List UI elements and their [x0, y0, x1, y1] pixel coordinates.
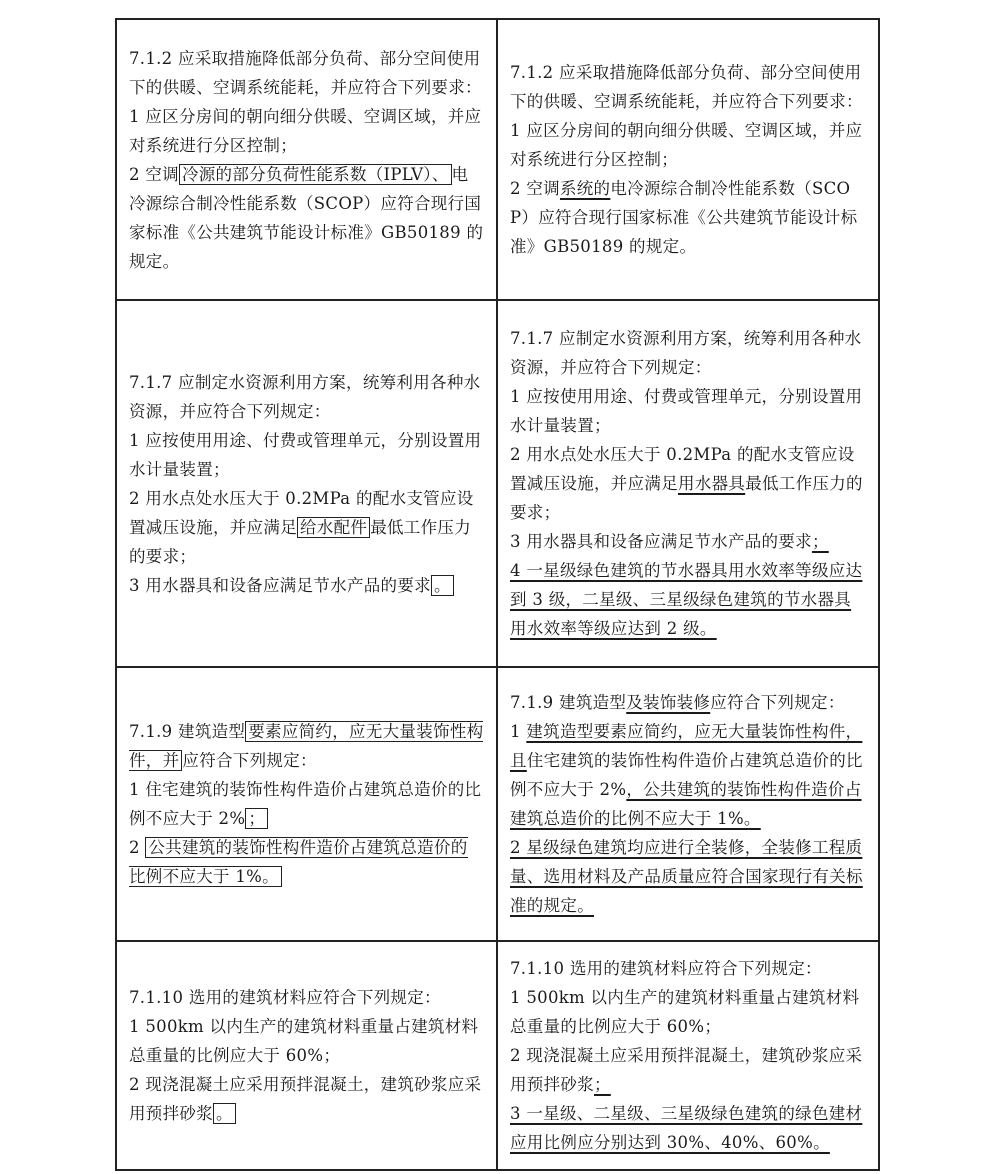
left-cell: [116, 19, 497, 300]
clause-paragraph: [129, 102, 484, 160]
clause-text: 应符合下列规定：: [182, 751, 317, 770]
clause-paragraph: [129, 160, 484, 276]
clause-paragraph: [510, 1041, 866, 1099]
deleted-text-box: 。: [213, 1103, 236, 1124]
table-row: [116, 19, 879, 300]
clause-paragraph: [510, 116, 866, 174]
clause-paragraph: [129, 1070, 484, 1128]
left-cell: [116, 300, 497, 667]
clause-text: 2 空调: [510, 179, 560, 198]
deleted-text-box: 要素应简约，应无大量装饰性构件，并: [129, 722, 484, 770]
deleted-text-box: 公共建筑的装饰性构件造价占建筑总造价的比例不应大于 1%。: [129, 838, 468, 886]
added-text-underline: 用水器具: [678, 474, 746, 493]
added-text-underline: 系统的: [559, 179, 611, 198]
clause-text: 2 空调: [129, 164, 179, 184]
left-cell: [116, 941, 497, 1170]
clause-paragraph: [510, 983, 866, 1041]
clause-paragraph: [129, 775, 484, 833]
clause-paragraph: [510, 717, 866, 833]
clause-text: 电冷源综合制冷性能系数（SCOP）应符合现行国家标准《公共建筑节能设计标准》GB50189 的规定。: [129, 164, 484, 271]
clause-paragraph: [510, 324, 866, 382]
clause-paragraph: [129, 833, 484, 891]
clause-paragraph: [129, 426, 484, 484]
clause-text: 电冷源综合制冷性能系数（SCOP）应符合现行国家标准《公共建筑节能设计标准》GB50189 的规定。: [510, 179, 858, 256]
clause-paragraph: [129, 983, 484, 1012]
clause-text: 2: [129, 838, 146, 857]
deleted-text-box: ；: [245, 808, 268, 829]
clause-text: 7.1.9 建筑造型: [129, 722, 246, 741]
left-cell: [116, 667, 497, 941]
clause-paragraph: [510, 440, 866, 527]
clause-text: 1 500km 以内生产的建筑材料重量占建筑材料总重量的比例应大于 60%；: [129, 1017, 479, 1065]
clause-paragraph: [129, 484, 484, 571]
clause-text: 2 用水点处水压大于 0.2MPa 的配水支管应设置减压设施，并应满足: [129, 488, 474, 537]
clause-text: 最低工作压力的要求；: [510, 474, 863, 522]
clause-paragraph: [510, 556, 866, 643]
clause-paragraph: [129, 368, 484, 426]
clause-text: 1 应按使用用途、付费或管理单元，分别设置用水计量装置；: [129, 430, 482, 479]
right-cell: [497, 667, 879, 941]
clause-text: 最低工作压力的要求；: [129, 517, 472, 566]
comparison-table: [115, 18, 880, 1171]
clause-paragraph: [510, 1099, 866, 1157]
right-cell: [497, 300, 879, 667]
deleted-text-box: 。: [431, 575, 454, 596]
clause-text: 1 500km 以内生产的建筑材料重量占建筑材料总重量的比例应大于 60%；: [510, 988, 860, 1036]
added-text-underline: 3 一星级、二星级、三星级绿色建筑的绿色建材应用比例应分别达到 30%、40%、60%。: [510, 1104, 863, 1152]
clause-text: 7.1.2 应采取措施降低部分负荷、部分空间使用下的供暖、空调系统能耗，并应符合下列要求：: [510, 63, 863, 111]
clause-text: 3 用水器具和设备应满足节水产品的要求: [510, 532, 812, 551]
clause-text: 7.1.7 应制定水资源利用方案，统筹利用各种水资源，并应符合下列规定：: [129, 372, 481, 421]
clause-text: 7.1.10 选用的建筑材料应符合下列规定：: [510, 959, 822, 978]
added-text-underline: ；: [811, 532, 829, 551]
clause-text: 1 应区分房间的朝向细分供暖、空调区域，并应对系统进行分区控制；: [129, 106, 482, 155]
clause-paragraph: [129, 717, 484, 775]
added-text-underline: 4 一星级绿色建筑的节水器具用水效率等级应达到 3 级，二星级、三星级绿色建筑的节水器具用水效率等级应达到 2 级。: [510, 561, 863, 638]
clause-paragraph: [510, 833, 866, 920]
clause-text: 2 用水点处水压大于 0.2MPa 的配水支管应设置减压设施，并应满足: [510, 445, 855, 493]
clause-text: 1 应区分房间的朝向细分供暖、空调区域，并应对系统进行分区控制；: [510, 121, 863, 169]
table-row: [116, 667, 879, 941]
clause-text: 2 现浇混凝土应采用预拌混凝土，建筑砂浆应采用预拌砂浆: [510, 1046, 863, 1094]
clause-text: 住宅建筑的装饰性构件造价占建筑总造价的比例不应大于 2%: [510, 751, 863, 799]
table-row: [116, 300, 879, 667]
clause-paragraph: [129, 571, 484, 600]
deleted-text-box: 给水配件: [297, 517, 370, 538]
clause-text: 1: [510, 722, 527, 741]
clause-text: 7.1.2 应采取措施降低部分负荷、部分空间使用下的供暖、空调系统能耗，并应符合下列要求：: [129, 48, 482, 97]
clause-paragraph: [510, 382, 866, 440]
clause-paragraph: [510, 688, 866, 717]
clause-paragraph: [129, 1012, 484, 1070]
clause-text: 7.1.9 建筑造型: [510, 693, 627, 712]
clause-text: 3 用水器具和设备应满足节水产品的要求: [129, 575, 431, 595]
clause-paragraph: [510, 527, 866, 556]
clause-paragraph: [510, 174, 866, 261]
right-cell: [497, 19, 879, 300]
added-text-underline: 建筑造型要素应简约，应无大量装饰性构件，且: [510, 722, 863, 770]
clause-paragraph: [510, 954, 866, 983]
table-row: [116, 941, 879, 1170]
added-text-underline: 2 星级绿色建筑均应进行全装修，全装修工程质量、选用材料及产品质量应符合国家现行有关标准的规定。: [510, 838, 863, 915]
added-text-underline: ，公共建筑的装饰性构件造价占建筑总造价的比例不应大于 1%。: [510, 780, 862, 828]
clause-text: 1 应按使用用途、付费或管理单元，分别设置用水计量装置；: [510, 387, 863, 435]
clause-paragraph: [129, 44, 484, 102]
added-text-underline: 及装饰装修: [626, 693, 711, 712]
clause-paragraph: [510, 58, 866, 116]
added-text-underline: ；: [594, 1075, 611, 1094]
clause-text: 7.1.10 选用的建筑材料应符合下列规定：: [129, 988, 441, 1007]
clause-text: 应符合下列规定：: [710, 693, 845, 712]
deleted-text-box: 冷源的部分负荷性能系数（IPLV）、: [179, 164, 452, 185]
clause-text: 1 住宅建筑的装饰性构件造价占建筑总造价的比例不应大于 2%: [129, 780, 482, 828]
clause-text: 7.1.7 应制定水资源利用方案，统筹利用各种水资源，并应符合下列规定：: [510, 329, 862, 377]
clause-text: 2 现浇混凝土应采用预拌混凝土，建筑砂浆应采用预拌砂浆: [129, 1075, 482, 1123]
right-cell: [497, 941, 879, 1170]
